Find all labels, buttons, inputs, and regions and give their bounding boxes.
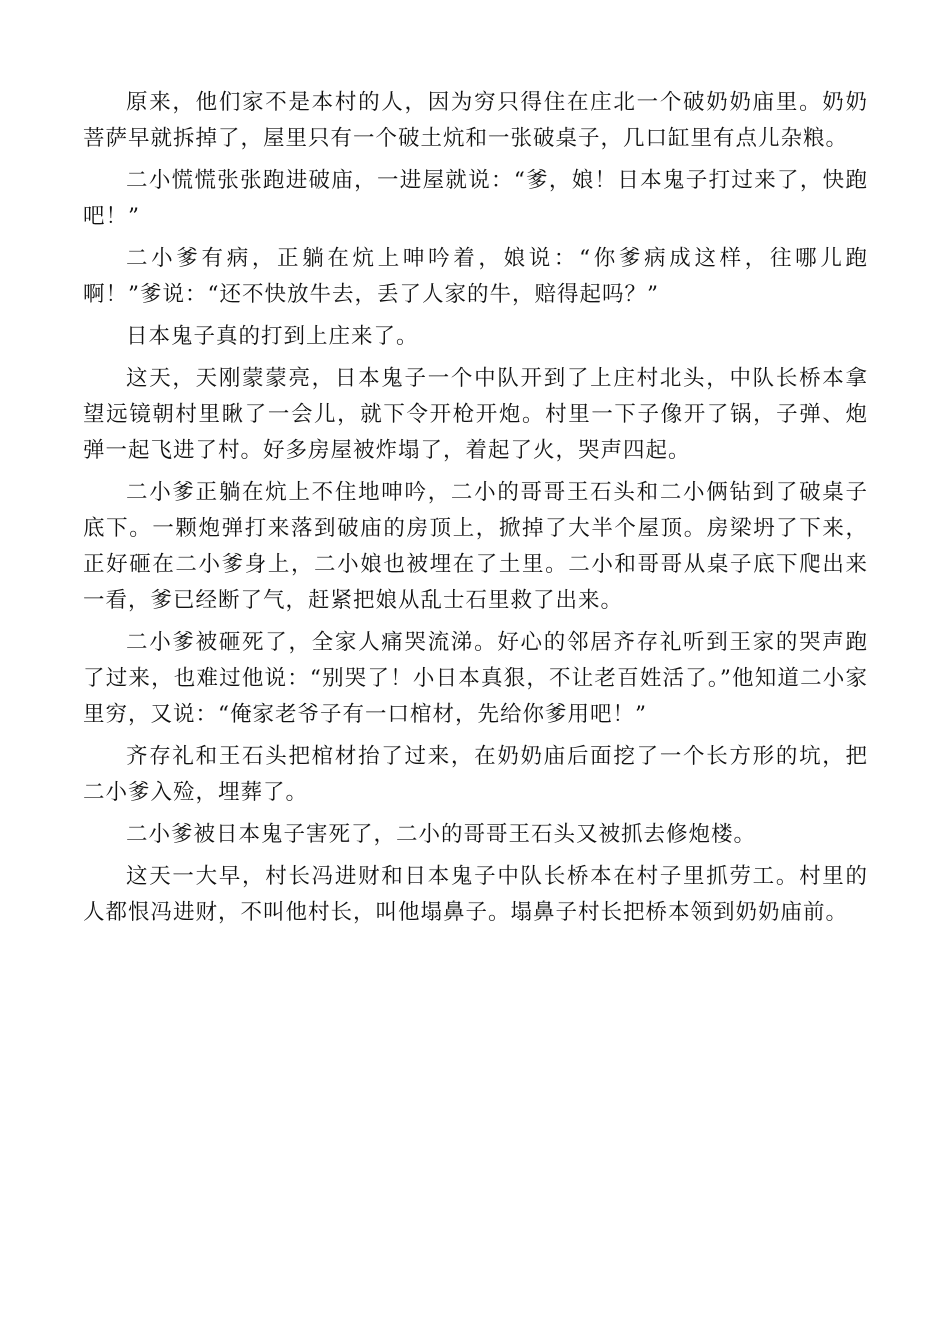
paragraph: 这天一大早，村长冯进财和日本鬼子中队长桥本在村子里抓劳工。村里的人都恨冯进财，不叫他村长，叫他塌鼻子。塌鼻子村长把桥本领到奶奶庙前。 [83,864,868,925]
paragraph: 日本鬼子真的打到上庄来了。 [126,324,419,349]
paragraph: 二小慌慌张张跑进破庙，一进屋就说：“爹，娘！日本鬼子打过来了，快跑吧！” [83,168,868,229]
paragraph: 二小爹正躺在炕上不住地呻吟，二小的哥哥王石头和二小俩钻到了破桌子底下。一颗炮弹打来落到破庙的房顶上，掀掉了大半个屋顶。房梁坍了下来，正好砸在二小爹身上，二小娘也被埋在了土里。二小和哥哥从桌子底下爬出来一看，爹已经断了气，赶紧把娘从乱士石里救了出来。 [83,480,868,613]
paragraph: 二小爹被日本鬼子害死了，二小的哥哥王石头又被抓去修炮楼。 [126,822,757,847]
paragraph: 齐存礼和王石头把棺材抬了过来，在奶奶庙后面挖了一个长方形的坑，把二小爹入殓，埋葬了。 [83,744,868,805]
paragraph: 原来，他们家不是本村的人，因为穷只得住在庄北一个破奶奶庙里。奶奶菩萨早就拆掉了，屋里只有一个破土炕和一张破桌子，几口缸里有点儿杂粮。 [83,90,868,151]
document-page [83,85,868,937]
paragraph: 二小爹有病，正躺在炕上呻吟着，娘说：“你爹病成这样，往哪儿跑啊！”爹说：“还不快放牛去，丢了人家的牛，赔得起吗？” [83,246,868,307]
paragraph: 二小爹被砸死了，全家人痛哭流涕。好心的邻居齐存礼听到王家的哭声跑了过来，也难过他说：“别哭了！小日本真狠，不让老百姓活了。”他知道二小家里穷，又说：“俺家老爷子有一口棺材，先给你爹用吧！” [83,630,868,727]
paragraph: 这天，天刚蒙蒙亮，日本鬼子一个中队开到了上庄村北头，中队长桥本拿望远镜朝村里瞅了一会儿，就下令开枪开炮。村里一下子像开了锅，子弹、炮弹一起飞进了村。好多房屋被炸塌了，着起了火，哭声四起。 [83,366,868,463]
